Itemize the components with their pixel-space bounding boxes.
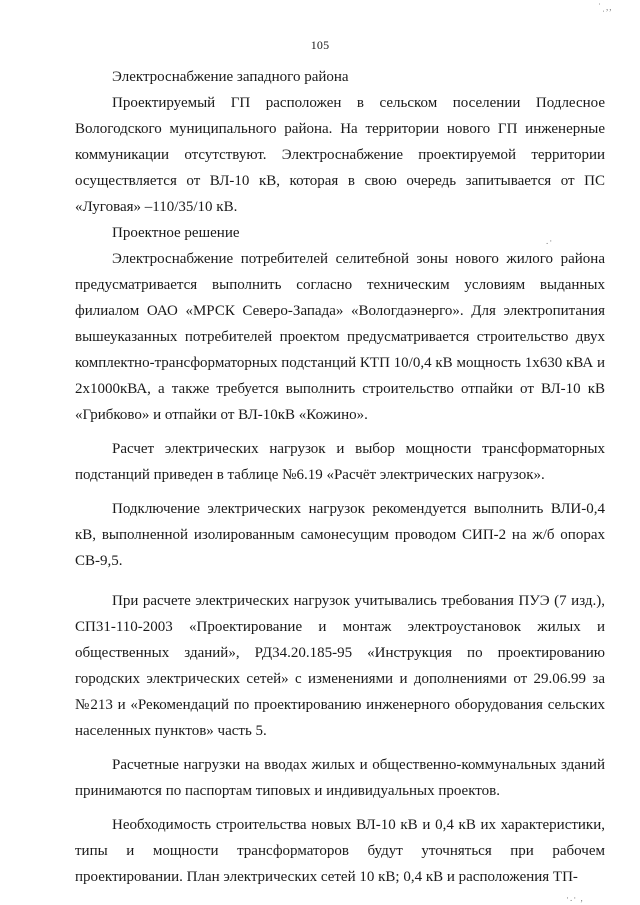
paragraph: Подключение электрических нагрузок рекомендуется выполнить ВЛИ-0,4 кВ, выполненной изолированным самонесущим проводом СИП-2 на ж/б опорах СВ-9,5. [75,501,605,569]
document-body [75,64,605,890]
scan-mark: ˙ˌ,, [598,2,613,12]
paragraph: Расчетные нагрузки на вводах жилых и общественно-коммунальных зданий принимаются по паспортам типовых и индивидуальных проектов. [75,757,605,799]
paragraph: Необходимость строительства новых ВЛ-10 кВ и 0,4 кВ их характеристики, типы и мощности трансформаторов будут уточняться при рабочем проектировании. План электрических сетей 10 кВ; 0,4 кВ и расположения ТП- [75,817,605,885]
scan-mark: .· [546,236,554,246]
scan-mark: ·.· , [566,893,584,903]
paragraph: Электроснабжение потребителей селитебной зоны нового жилого района предусматривается выполнить согласно техническим условиям выданных филиалом ОАО «МРСК Северо-Запада» «Вологдаэнерго». Для электропитания вышеуказанных потребителей проектом предусматривается строительство двух комплектно-трансформаторных подстанций КТП 10/0,4 кВ мощность 1х630 кВА и 2х1000кВА, а также требуется выполнить строительство отпайки от ВЛ-10 кВ «Грибково» и отпайки от ВЛ-10кВ «Кожино». [75,251,605,423]
paragraph: При расчете электрических нагрузок учитывались требования ПУЭ (7 изд.), СП31-110-2003 «Проектирование и монтаж электроустановок жилых и общественных зданий», РД34.20.185-95 «Инструкция по проектированию городских электрических сетей» с изменениями и дополнениями от 29.06.99 за №213 и «Рекомендаций по проектированию инженерного оборудования сельских населенных пунктов» часть 5. [75,593,605,739]
page-number: 105 [310,38,330,52]
section-heading: Электроснабжение западного района [112,69,349,85]
section-heading: Проектное решение [112,225,240,241]
paragraph: Расчет электрических нагрузок и выбор мощности трансформаторных подстанций приведен в таблице №6.19 «Расчёт электрических нагрузок». [75,441,605,483]
paragraph: Проектируемый ГП расположен в сельском поселении Подлесное Вологодского муниципального района. На территории нового ГП инженерные коммуникации отсутствуют. Электроснабжение проектируемой территории осуществляется от ВЛ-10 кВ, которая в свою очередь запитывается от ПС «Луговая» –110/35/10 кВ. [75,95,605,215]
